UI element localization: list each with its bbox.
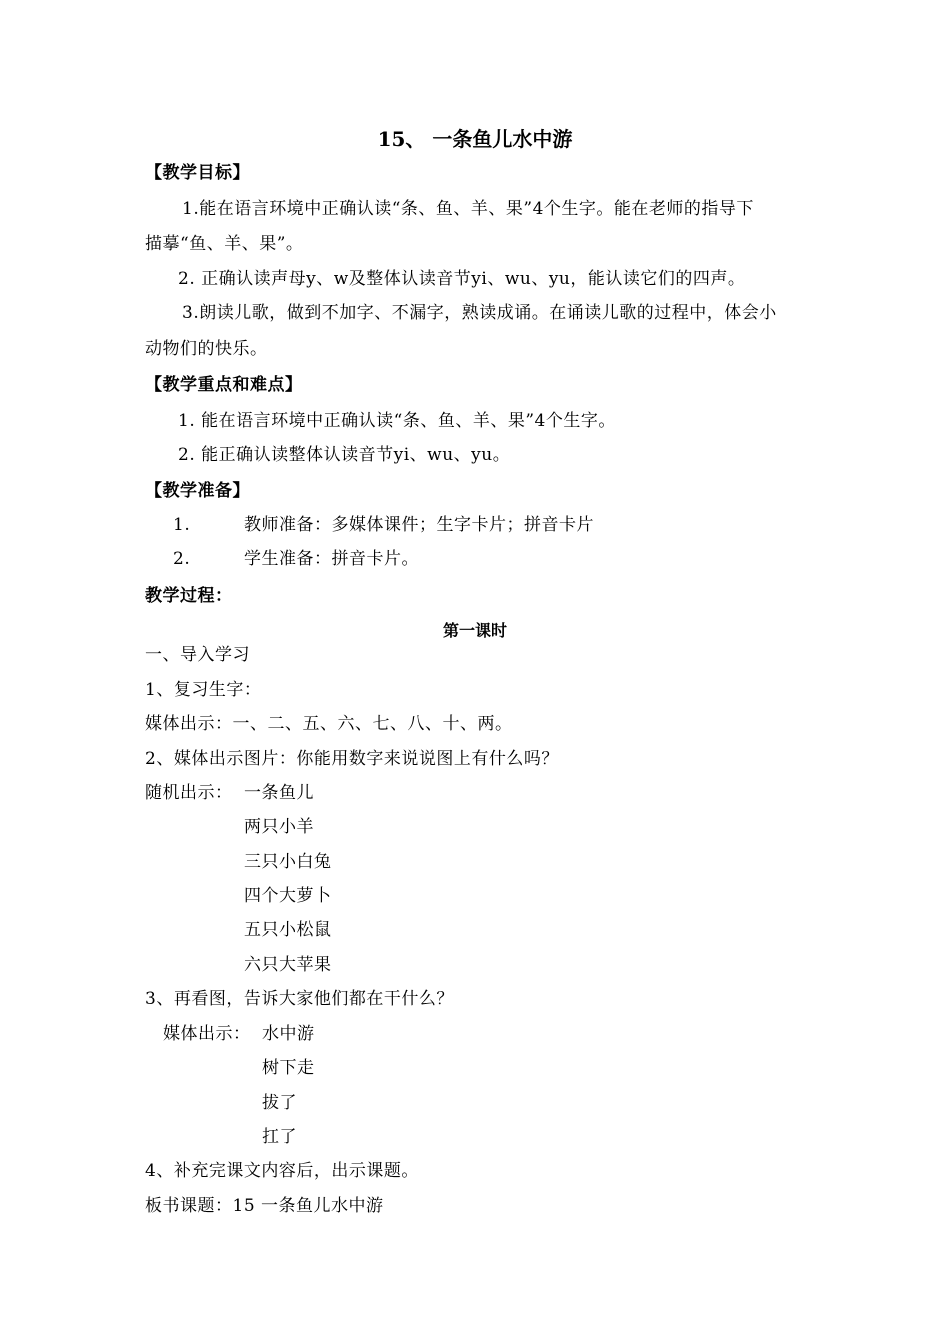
media-display-1: 媒体出示：一、二、五、六、七、八、十、两。 (145, 714, 513, 734)
objective-3-line-2: 动物们的快乐。 (145, 339, 268, 359)
key-points-heading: 【教学重点和难点】 (145, 375, 303, 395)
preparation-2-number: 2. (173, 549, 191, 569)
objective-1-line-2: 描摹“鱼、羊、果”。 (145, 234, 304, 254)
objective-1-line-1: 1.能在语言环境中正确认读“条、鱼、羊、果”4个生字。能在老师的指导下 (182, 199, 754, 219)
media-item: 水中游 (262, 1024, 315, 1044)
section-1-heading: 一、导入学习 (145, 645, 250, 665)
media-display-3-label: 媒体出示： (163, 1024, 251, 1044)
media-item: 拔了 (262, 1093, 297, 1113)
objective-3-line-1: 3.朗读儿歌，做到不加字、不漏字，熟读成诵。在诵读儿歌的过程中，体会小 (182, 303, 777, 323)
objectives-heading: 【教学目标】 (145, 163, 250, 183)
step-1: 1、复习生字： (145, 680, 262, 700)
lesson-title: 第一课时 (442, 621, 507, 640)
step-2: 2、媒体出示图片：你能用数字来说说图上有什么吗？ (145, 749, 559, 769)
random-item: 一条鱼儿 (244, 783, 314, 803)
step-4: 4、补充完课文内容后，出示课题。 (145, 1161, 419, 1181)
preparation-2-text: 学生准备：拼音卡片。 (244, 549, 419, 569)
media-item: 扛了 (262, 1127, 297, 1147)
random-item: 四个大萝卜 (244, 886, 332, 906)
random-item: 三只小白兔 (244, 852, 332, 872)
preparation-1-text: 教师准备：多媒体课件；生字卡片；拼音卡片 (244, 515, 594, 535)
key-point-2: 2. 能正确认读整体认读音节yi、wu、yu。 (178, 445, 511, 465)
random-item: 两只小羊 (244, 817, 314, 837)
step-3: 3、再看图，告诉大家他们都在干什么？ (145, 989, 454, 1009)
board-title: 板书课题：15 一条鱼儿水中游 (145, 1196, 384, 1216)
page-title: 15、 一条鱼儿水中游 (377, 127, 573, 151)
preparation-1-number: 1. (173, 515, 191, 535)
random-item: 六只大苹果 (244, 955, 332, 975)
objective-2: 2. 正确认读声母y、w及整体认读音节yi、wu、yu，能认读它们的四声。 (178, 269, 746, 289)
process-heading: 教学过程： (145, 586, 233, 606)
random-item: 五只小松鼠 (244, 920, 332, 940)
media-item: 树下走 (262, 1058, 315, 1078)
random-display-label: 随机出示： (145, 783, 233, 803)
preparation-heading: 【教学准备】 (145, 481, 250, 501)
key-point-1: 1. 能在语言环境中正确认读“条、鱼、羊、果”4个生字。 (178, 411, 616, 431)
